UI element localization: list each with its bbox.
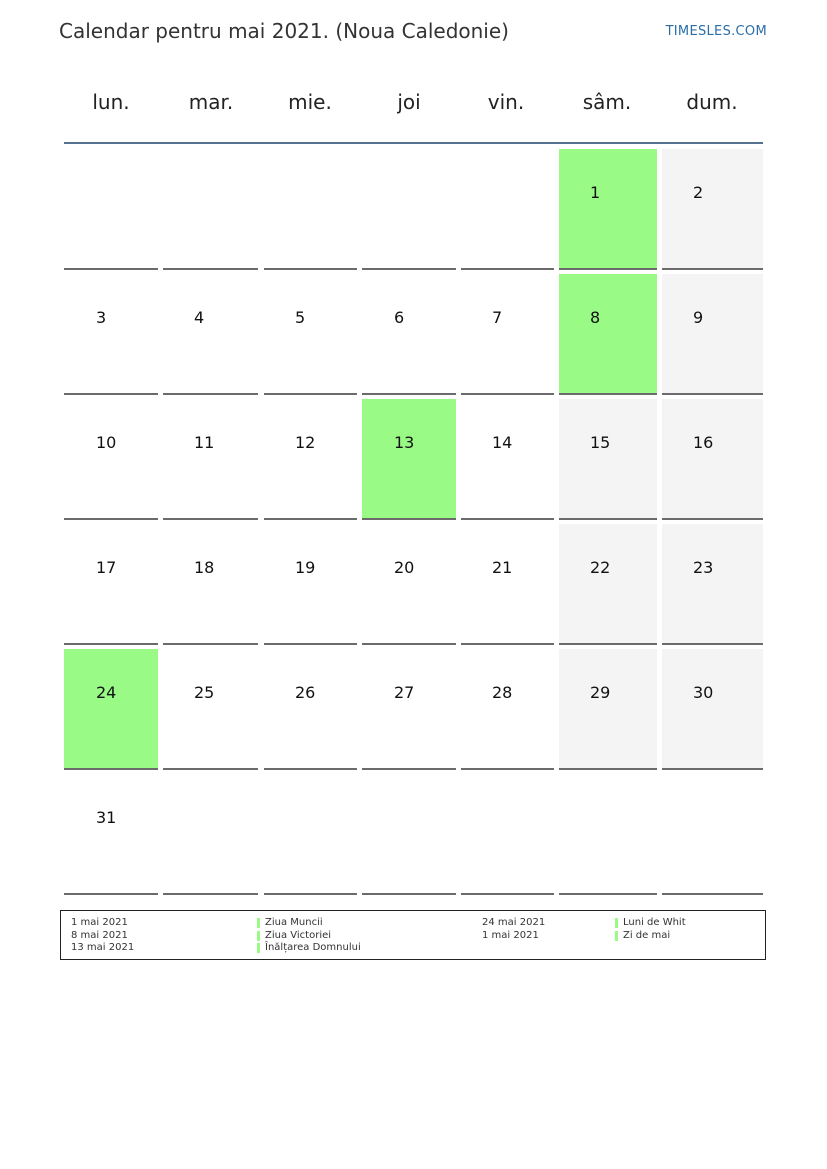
legend-date: 8 mai 2021 <box>71 929 128 941</box>
weekday-label: sâm. <box>582 90 632 114</box>
empty-cell <box>163 149 258 270</box>
day-number: 22 <box>590 558 611 577</box>
day-cell[interactable] <box>64 524 158 645</box>
weekday-label: vin. <box>487 90 525 114</box>
day-number: 19 <box>295 558 316 577</box>
day-cell[interactable] <box>163 274 258 395</box>
day-number: 4 <box>194 308 205 327</box>
day-number: 18 <box>194 558 215 577</box>
empty-cell <box>64 149 158 270</box>
day-cell[interactable] <box>559 149 657 270</box>
empty-cell <box>362 774 456 895</box>
day-cell[interactable] <box>64 774 158 895</box>
legend-date: 1 mai 2021 <box>482 929 539 941</box>
legend-dates-right <box>482 917 545 942</box>
day-cell[interactable] <box>461 649 554 770</box>
day-number: 21 <box>492 558 513 577</box>
day-cell[interactable] <box>362 524 456 645</box>
day-number: 25 <box>194 683 215 702</box>
day-number: 1 <box>590 183 601 202</box>
day-number: 5 <box>295 308 306 327</box>
holiday-legend <box>60 910 766 960</box>
day-number: 16 <box>693 433 714 452</box>
day-cell[interactable] <box>163 399 258 520</box>
legend-names-right <box>615 917 686 942</box>
legend-dates-left <box>71 917 134 955</box>
day-number: 26 <box>295 683 316 702</box>
legend-date: 1 mai 2021 <box>71 917 128 928</box>
day-number: 3 <box>96 308 107 327</box>
day-cell[interactable] <box>461 524 554 645</box>
legend-date: 24 mai 2021 <box>482 917 546 928</box>
day-number: 30 <box>693 683 714 702</box>
day-cell[interactable] <box>662 274 763 395</box>
weekday-label: mar. <box>188 90 234 114</box>
day-cell[interactable] <box>559 399 657 520</box>
day-number: 7 <box>492 308 503 327</box>
brand-link[interactable]: TIMESLES.COM <box>665 24 767 39</box>
day-number: 17 <box>96 558 117 577</box>
empty-cell <box>461 774 554 895</box>
day-cell[interactable] <box>64 399 158 520</box>
day-number: 11 <box>194 433 215 452</box>
day-number: 2 <box>693 183 704 202</box>
day-number: 10 <box>96 433 117 452</box>
day-number: 8 <box>590 308 601 327</box>
day-cell[interactable] <box>662 399 763 520</box>
day-number: 9 <box>693 308 704 327</box>
legend-names-left <box>257 917 361 955</box>
weekday-label: dum. <box>686 90 738 114</box>
empty-cell <box>362 149 456 270</box>
day-cell[interactable] <box>264 524 357 645</box>
day-cell[interactable] <box>163 649 258 770</box>
page-title: Calendar pentru mai 2021. (Noua Caledonie) <box>59 19 509 43</box>
day-cell[interactable] <box>559 649 657 770</box>
legend-date: 13 mai 2021 <box>71 942 135 953</box>
day-cell[interactable] <box>662 649 763 770</box>
day-cell[interactable] <box>559 274 657 395</box>
day-number: 13 <box>394 433 415 452</box>
day-cell[interactable] <box>461 274 554 395</box>
day-number: 29 <box>590 683 611 702</box>
weekday-label: lun. <box>92 90 130 114</box>
day-cell[interactable] <box>362 274 456 395</box>
day-number: 15 <box>590 433 611 452</box>
weekday-label: joi <box>397 90 421 114</box>
empty-cell <box>264 774 357 895</box>
day-number: 24 <box>96 683 117 702</box>
day-number: 31 <box>96 808 117 827</box>
day-cell[interactable] <box>362 649 456 770</box>
day-cell[interactable] <box>559 524 657 645</box>
day-cell[interactable] <box>264 274 357 395</box>
day-cell[interactable] <box>362 399 456 520</box>
legend-name: Luni de Whit <box>615 917 686 930</box>
day-cell[interactable] <box>662 149 763 270</box>
legend-name: Ziua Victoriei <box>257 930 361 943</box>
day-number: 12 <box>295 433 316 452</box>
legend-name: Ziua Muncii <box>257 917 361 930</box>
day-cell[interactable] <box>264 649 357 770</box>
day-cell[interactable] <box>64 649 158 770</box>
empty-cell <box>264 149 357 270</box>
empty-cell <box>163 774 258 895</box>
empty-cell <box>662 774 763 895</box>
day-number: 23 <box>693 558 714 577</box>
day-number: 27 <box>394 683 415 702</box>
empty-cell <box>461 149 554 270</box>
day-cell[interactable] <box>264 399 357 520</box>
legend-name: Zi de mai <box>615 930 686 943</box>
day-number: 6 <box>394 308 405 327</box>
weekday-label: mie. <box>288 90 332 114</box>
day-cell[interactable] <box>461 399 554 520</box>
day-number: 28 <box>492 683 513 702</box>
day-cell[interactable] <box>64 274 158 395</box>
legend-name: Înălțarea Domnului <box>257 942 361 955</box>
empty-cell <box>559 774 657 895</box>
day-number: 20 <box>394 558 415 577</box>
day-cell[interactable] <box>163 524 258 645</box>
day-number: 14 <box>492 433 513 452</box>
day-cell[interactable] <box>662 524 763 645</box>
